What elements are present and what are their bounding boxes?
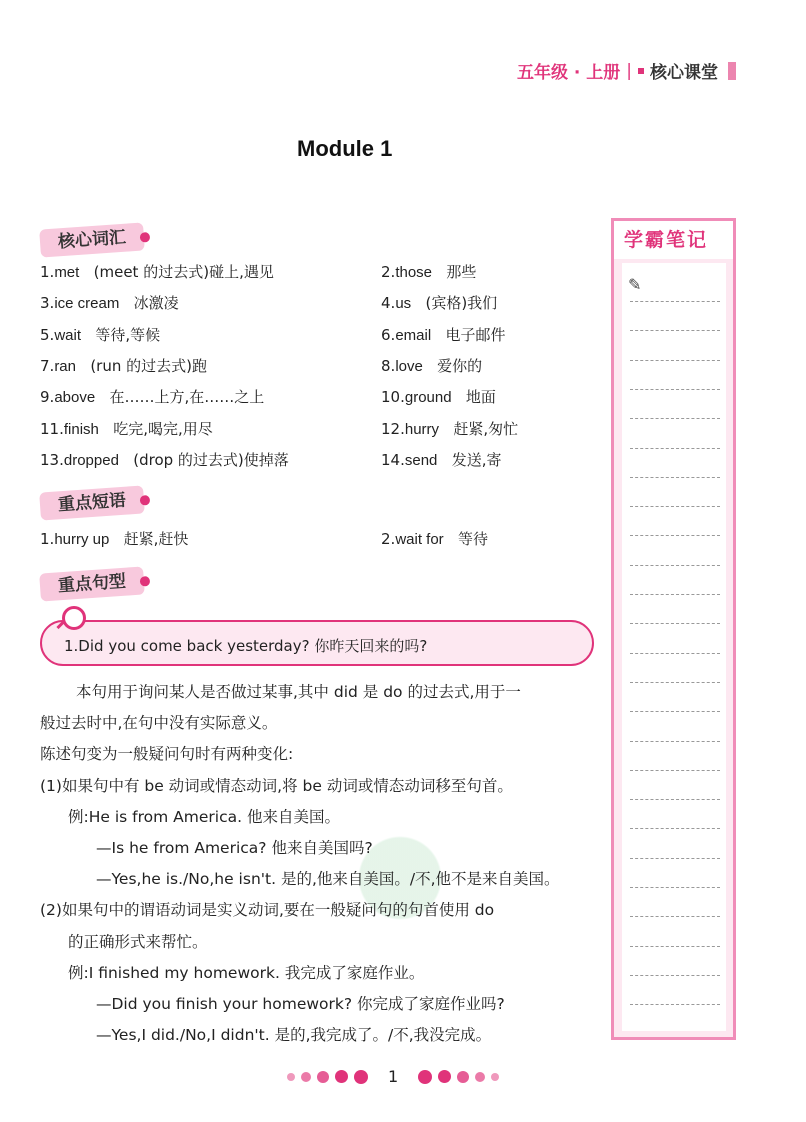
paragraph-line: 般过去时中,在句中没有实际意义。: [40, 714, 278, 733]
vocab-item: 2.those 那些: [381, 263, 477, 281]
note-line: [630, 506, 720, 507]
vocab-item: 8.love 爱你的: [381, 356, 483, 375]
paragraph-line: 本句用于询问某人是否做过某事,其中 did 是 do 的过去式,用于一: [76, 683, 521, 701]
page-number: 1: [388, 1067, 399, 1086]
note-line: [630, 653, 720, 654]
notes-title: 学霸笔记: [624, 229, 709, 251]
header-bar-decoration: [728, 62, 736, 80]
notes-sidebar: [611, 218, 736, 1040]
dot-icon: [457, 1071, 469, 1083]
paragraph-line: (2)如果句中的谓语动词是实义动词,要在一般疑问句的句首使用 do: [40, 901, 495, 920]
section-tag-vocab: 核心词汇: [39, 222, 145, 257]
notes-header: [614, 221, 733, 259]
note-line: [630, 623, 720, 624]
key-sentence-box: [40, 620, 594, 666]
section-tag-sentences: 重点句型: [39, 566, 145, 601]
dot-icon: [491, 1073, 499, 1081]
paragraph-line: 例:I finished my homework. 我完成了家庭作业。: [68, 963, 425, 982]
header-grade: 五年级 · 上册: [516, 63, 621, 83]
dot-icon: [438, 1070, 451, 1083]
vocab-item: 6.email 电子邮件: [381, 325, 506, 344]
paragraph-line: 陈述句变为一般疑问句时有两种变化:: [40, 745, 294, 764]
note-line: [630, 682, 720, 683]
note-line: [630, 360, 720, 361]
note-line: [630, 946, 720, 947]
paragraph-line: —Is he from America? 他来自美国吗?: [96, 839, 373, 857]
page-header: [517, 58, 736, 83]
dot-icon: [335, 1070, 348, 1083]
note-line: [630, 330, 720, 331]
note-line: [630, 828, 720, 829]
note-line: [630, 711, 720, 712]
notes-area: [622, 263, 726, 1031]
header-section: 核心课堂: [650, 63, 718, 83]
vocab-item: 3.ice cream 冰激凌: [40, 294, 179, 313]
vocab-item: 11.finish 吃完,喝完,用尽: [40, 419, 213, 438]
vocab-item: 10.ground 地面: [381, 388, 496, 407]
note-line: [630, 770, 720, 771]
vocab-item: 1.met (meet 的过去式)碰上,遇见: [40, 263, 274, 281]
note-line: [630, 565, 720, 566]
vocab-item: 9.above 在……上方,在……之上: [40, 388, 265, 407]
page-title: Module 1: [297, 136, 393, 161]
note-line: [630, 448, 720, 449]
pencil-icon: ✎: [628, 275, 642, 294]
square-icon: [638, 68, 644, 74]
magnifier-icon: [62, 606, 86, 630]
dot-icon: [317, 1071, 329, 1083]
note-line: [630, 301, 720, 302]
vocab-item: 7.ran (run 的过去式)跑: [40, 356, 207, 375]
dot-icon: [354, 1070, 368, 1084]
vocab-item: 13.dropped (drop 的过去式)使掉落: [40, 450, 289, 469]
note-line: [630, 1004, 720, 1005]
note-line: [630, 975, 720, 976]
header-separator: |: [626, 60, 632, 81]
paragraph-line: (1)如果句中有 be 动词或情态动词,将 be 动词或情态动词移至句首。: [40, 776, 513, 795]
vocab-item: 4.us (宾格)我们: [381, 294, 498, 313]
phrase-item: 2.wait for 等待: [381, 530, 488, 548]
vocab-item: 14.send 发送,寄: [381, 450, 502, 469]
dot-icon: [418, 1070, 432, 1084]
note-line: [630, 741, 720, 742]
note-line: [630, 418, 720, 419]
note-line: [630, 477, 720, 478]
dot-icon: [287, 1073, 295, 1081]
note-line: [630, 389, 720, 390]
paragraph-line: 的正确形式来帮忙。: [68, 932, 208, 951]
phrase-item: 1.hurry up 赶紧,赶快: [40, 530, 189, 548]
note-line: [630, 799, 720, 800]
paragraph-line: —Yes,I did./No,I didn't. 是的,我完成了。/不,我没完成。: [96, 1026, 492, 1045]
note-line: [630, 594, 720, 595]
dot-icon: [475, 1072, 485, 1082]
dot-icon: [301, 1072, 311, 1082]
paragraph-line: 例:He is from America. 他来自美国。: [68, 807, 340, 826]
paragraph-line: —Did you finish your homework? 你完成了家庭作业吗?: [96, 995, 505, 1013]
note-line: [630, 535, 720, 536]
paragraph-line: —Yes,he is./No,he isn't. 是的,他来自美国。/不,他不是来自美国。: [96, 870, 560, 889]
page-footer: [287, 1067, 499, 1086]
vocab-item: 12.hurry 赶紧,匆忙: [381, 419, 519, 438]
vocab-item: 5.wait 等待,等候: [40, 325, 161, 344]
note-line: [630, 916, 720, 917]
note-line: [630, 887, 720, 888]
note-line: [630, 858, 720, 859]
section-tag-phrases: 重点短语: [39, 485, 145, 520]
key-sentence: 1.Did you come back yesterday? 你昨天回来的吗?: [64, 637, 428, 655]
